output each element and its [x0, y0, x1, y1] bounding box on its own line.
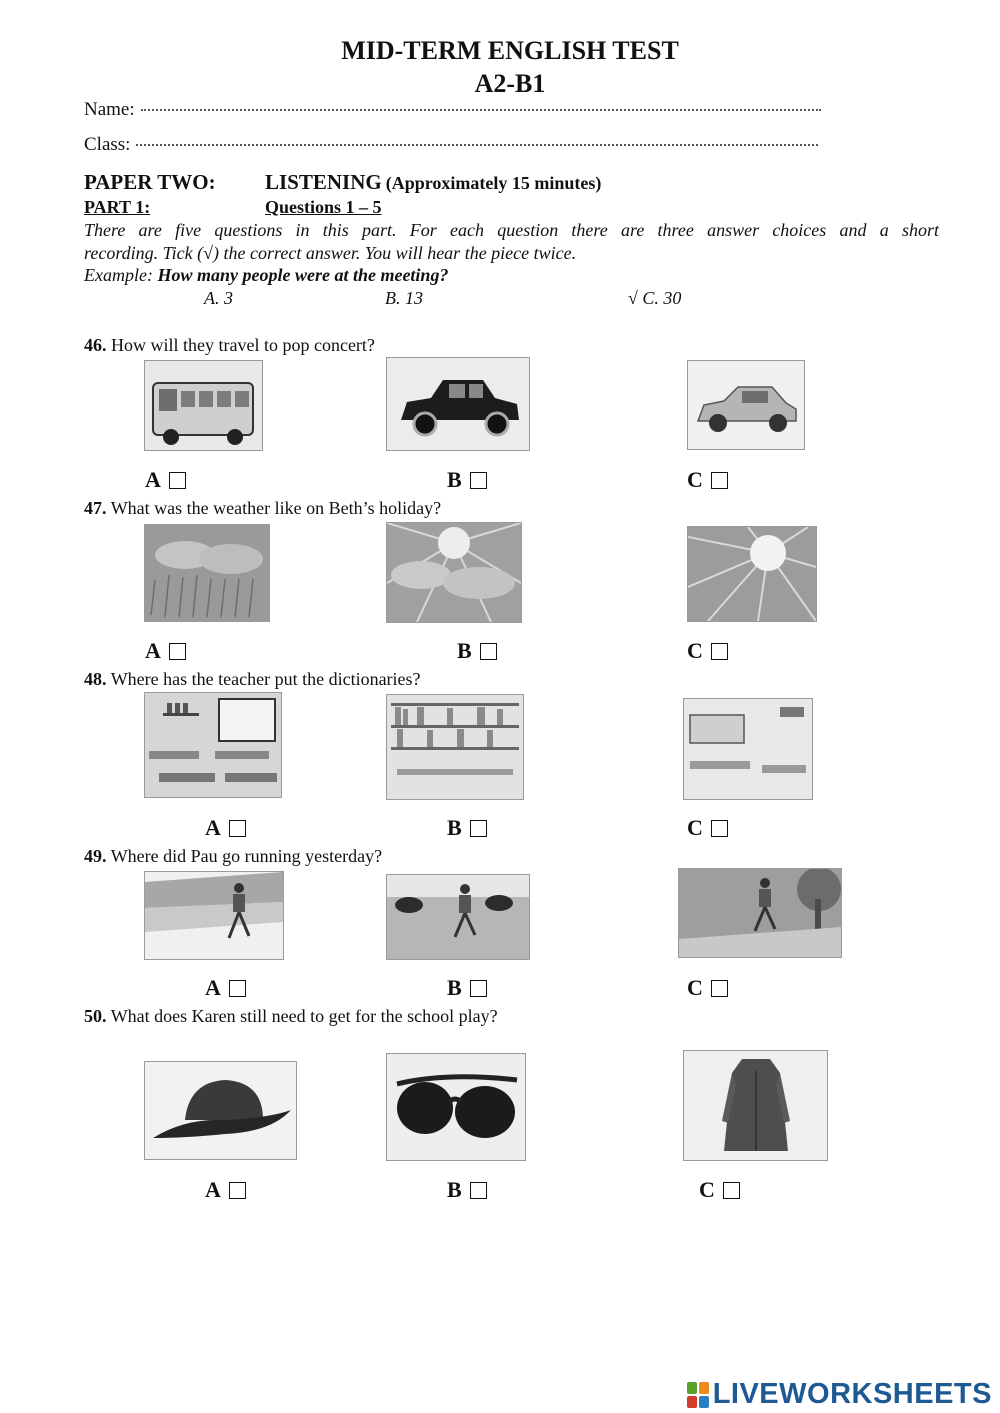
question-48 — [84, 669, 421, 690]
question-text: Where has the teacher put the dictionaries? — [110, 669, 421, 689]
q46-option-c[interactable] — [687, 467, 728, 493]
option-letter: A — [145, 638, 161, 663]
checkbox[interactable] — [480, 643, 497, 660]
checkbox[interactable] — [169, 643, 186, 660]
question-47 — [84, 498, 441, 519]
sunglasses-image — [386, 1053, 526, 1161]
question-46 — [84, 335, 375, 356]
instructions-line-1: There are five questions in this part. For each question there are three answer choices and a short — [84, 220, 939, 240]
question-number: 50. — [84, 1006, 107, 1026]
q50-option-b[interactable] — [447, 1177, 487, 1203]
option-letter: B — [447, 815, 462, 840]
test-level: A2-B1 — [474, 69, 546, 98]
paper-label: PAPER TWO: — [84, 170, 216, 194]
example-label: Example: — [84, 265, 153, 285]
q46-option-a[interactable] — [145, 467, 186, 493]
question-number: 47. — [84, 498, 107, 518]
name-field[interactable] — [84, 99, 821, 121]
class-field[interactable] — [84, 134, 818, 156]
class-dotted-line — [136, 144, 818, 146]
paper-section — [265, 170, 601, 195]
example-question: How many people were at the meeting? — [157, 265, 449, 285]
river-runner-image — [144, 871, 284, 960]
question-text: What was the weather like on Beth’s holiday? — [110, 498, 442, 518]
checkbox[interactable] — [711, 472, 728, 489]
name-label: Name: — [84, 99, 135, 120]
instructions-line-2: recording. Tick (√) the correct answer. You will hear the piece twice. — [84, 243, 577, 263]
checkbox[interactable] — [229, 980, 246, 997]
option-letter: A — [145, 467, 161, 492]
park-runner-image — [678, 868, 842, 958]
checkbox[interactable] — [229, 1182, 246, 1199]
logo-text: LIVEWORKSHEETS — [712, 1378, 992, 1410]
q47-option-a[interactable] — [145, 638, 186, 664]
q48-option-c[interactable] — [687, 815, 728, 841]
checkbox[interactable] — [229, 820, 246, 837]
part-label: PART 1: — [84, 197, 151, 217]
question-49 — [84, 846, 382, 867]
checkbox[interactable] — [711, 980, 728, 997]
checkbox[interactable] — [169, 472, 186, 489]
sun-image — [687, 526, 817, 622]
question-text: What does Karen still need to get for the school play? — [110, 1006, 498, 1026]
question-number: 49. — [84, 846, 107, 866]
q49-option-b[interactable] — [447, 975, 487, 1001]
bus-image — [144, 360, 263, 451]
option-letter: C — [699, 1177, 715, 1202]
field-cows-runner-image — [386, 874, 530, 960]
q46-option-b[interactable] — [447, 467, 487, 493]
option-letter: C — [687, 975, 703, 1000]
checkbox[interactable] — [711, 643, 728, 660]
section-duration: (Approximately 15 minutes) — [385, 173, 602, 193]
canteen-image — [683, 698, 813, 800]
example-option-a: A. 3 — [204, 288, 233, 308]
instructions — [84, 219, 939, 265]
option-letter: A — [205, 975, 221, 1000]
rain-image — [144, 524, 270, 622]
option-letter: B — [447, 467, 462, 492]
question-number: 46. — [84, 335, 107, 355]
option-letter: B — [447, 1177, 462, 1202]
q50-option-a[interactable] — [205, 1177, 246, 1203]
q47-option-b[interactable] — [457, 638, 497, 664]
section-name: LISTENING — [265, 170, 382, 194]
q49-option-a[interactable] — [205, 975, 246, 1001]
q48-option-a[interactable] — [205, 815, 246, 841]
example — [84, 265, 448, 286]
checkbox[interactable] — [723, 1182, 740, 1199]
option-letter: B — [447, 975, 462, 1000]
taxi-image — [386, 357, 530, 451]
car-image — [687, 360, 805, 450]
class-label: Class: — [84, 134, 131, 155]
option-letter: A — [205, 1177, 221, 1202]
library-shelves-image — [386, 694, 524, 800]
name-dotted-line — [141, 109, 821, 111]
part-questions: Questions 1 – 5 — [265, 197, 382, 217]
option-letter: C — [687, 638, 703, 663]
option-letter: C — [687, 815, 703, 840]
q50-option-c[interactable] — [699, 1177, 740, 1203]
checkbox[interactable] — [470, 980, 487, 997]
logo-mark-icon — [687, 1382, 709, 1408]
checkbox[interactable] — [470, 472, 487, 489]
option-letter: C — [687, 467, 703, 492]
test-title: MID-TERM ENGLISH TEST — [341, 36, 679, 65]
checkbox[interactable] — [711, 820, 728, 837]
example-option-b: B. 13 — [385, 288, 423, 308]
q49-option-c[interactable] — [687, 975, 728, 1001]
question-text: How will they travel to pop concert? — [111, 335, 375, 355]
question-number: 48. — [84, 669, 107, 689]
example-option-c: √ C. 30 — [628, 288, 682, 308]
sun-and-clouds-image — [386, 522, 522, 623]
hat-image — [144, 1061, 297, 1160]
question-text: Where did Pau go running yesterday? — [110, 846, 383, 866]
option-letter: B — [457, 638, 472, 663]
coat-image — [683, 1050, 828, 1161]
q48-option-b[interactable] — [447, 815, 487, 841]
question-50 — [84, 1006, 498, 1027]
q47-option-c[interactable] — [687, 638, 728, 664]
option-letter: A — [205, 815, 221, 840]
classroom-image — [144, 692, 282, 798]
checkbox[interactable] — [470, 1182, 487, 1199]
checkbox[interactable] — [470, 820, 487, 837]
liveworksheets-logo[interactable] — [687, 1378, 992, 1411]
